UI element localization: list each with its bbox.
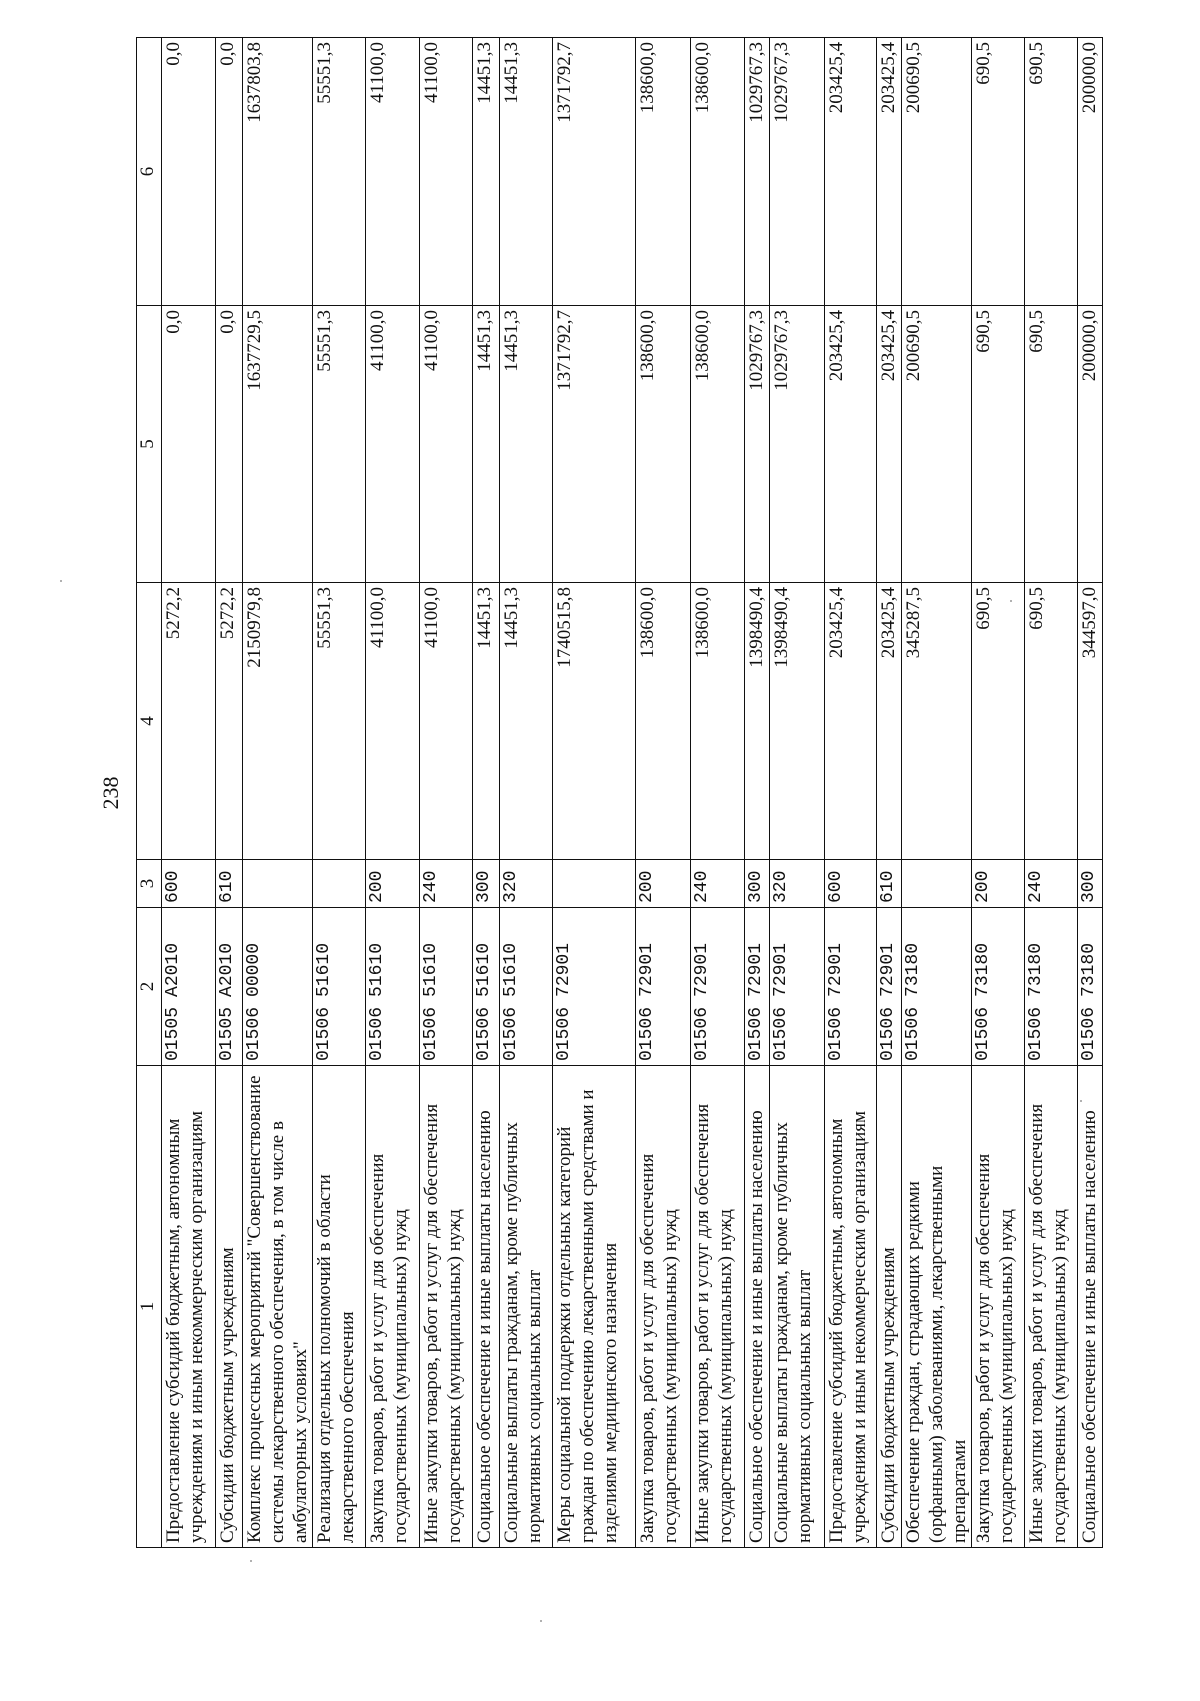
column-header: 1 — [137, 1066, 162, 1548]
amount-col4: 2150979,8 — [243, 583, 313, 860]
amount-col6: 14451,3 — [473, 38, 500, 306]
scan-speck — [60, 580, 62, 582]
section-number: 01506 — [973, 1006, 993, 1061]
expense-type: 200 — [972, 860, 1025, 908]
section-code — [500, 908, 553, 1066]
amount-col4: 5272,2 — [162, 583, 216, 860]
section-number: 01506 — [421, 1006, 441, 1061]
target-code: 72901 — [826, 942, 846, 997]
target-code: 72901 — [637, 942, 657, 997]
table-row — [313, 38, 366, 1548]
row-name: Субсидии бюджетным учреждениям — [877, 1066, 902, 1548]
page-number: 238 — [98, 776, 123, 810]
amount-col4: 5272,2 — [216, 583, 243, 860]
amount-col6: 1637803,8 — [243, 38, 313, 306]
section-number: 01506 — [637, 1006, 657, 1061]
amount-col6: 41100,0 — [366, 38, 420, 306]
target-code: 73180 — [1026, 942, 1046, 997]
amount-col4: 690,5 — [972, 583, 1025, 860]
section-code — [420, 908, 473, 1066]
amount-col4: 138600,0 — [636, 583, 691, 860]
section-code — [366, 908, 420, 1066]
expense-type: 240 — [1025, 860, 1078, 908]
expense-type — [313, 860, 366, 908]
expense-type: 600 — [825, 860, 877, 908]
amount-col5: 690,5 — [1025, 306, 1078, 583]
section-number: 01506 — [1079, 1006, 1099, 1061]
expense-type: 200 — [366, 860, 420, 908]
amount-col6: 138600,0 — [691, 38, 745, 306]
row-name: Реализация отдельных полномочий в области лекарственного обеспечения — [313, 1066, 366, 1548]
amount-col5: 138600,0 — [691, 306, 745, 583]
amount-col6: 1029767,3 — [770, 38, 825, 306]
amount-col5: 1029767,3 — [770, 306, 825, 583]
column-header: 2 — [137, 908, 162, 1066]
section-number: 01505 — [163, 1006, 183, 1061]
expense-type — [243, 860, 313, 908]
table-row — [636, 38, 691, 1548]
target-code: 72901 — [771, 942, 791, 997]
row-name: Социальные выплаты гражданам, кроме публичных нормативных социальных выплат — [770, 1066, 825, 1548]
expense-type: 610 — [216, 860, 243, 908]
amount-col6: 203425,4 — [877, 38, 902, 306]
amount-col6: 0,0 — [162, 38, 216, 306]
section-code — [691, 908, 745, 1066]
section-number: 01506 — [746, 1006, 766, 1061]
section-code — [902, 908, 972, 1066]
amount-col4: 345287,5 — [902, 583, 972, 860]
section-code — [877, 908, 902, 1066]
row-name: Социальное обеспечение и иные выплаты населению — [1078, 1066, 1103, 1548]
amount-col5: 1371792,7 — [553, 306, 636, 583]
amount-col5: 41100,0 — [420, 306, 473, 583]
table-row — [691, 38, 745, 1548]
table-row — [420, 38, 473, 1548]
amount-col5: 200690,5 — [902, 306, 972, 583]
amount-col4: 14451,3 — [473, 583, 500, 860]
amount-col4: 1398490,4 — [770, 583, 825, 860]
target-code: A2010 — [163, 942, 183, 997]
row-name: Предоставление субсидий бюджетным, автономным учреждениям и иным некоммерческим организациям — [825, 1066, 877, 1548]
amount-col4: 14451,3 — [500, 583, 553, 860]
section-code — [162, 908, 216, 1066]
expense-type: 320 — [770, 860, 825, 908]
table-row — [216, 38, 243, 1548]
section-number: 01506 — [367, 1006, 387, 1061]
table-row — [366, 38, 420, 1548]
section-number: 01506 — [826, 1006, 846, 1061]
expense-type: 300 — [1078, 860, 1103, 908]
section-number: 01506 — [244, 1006, 264, 1061]
scan-speck — [540, 1620, 542, 1622]
target-code: 73180 — [973, 942, 993, 997]
amount-col6: 203425,4 — [825, 38, 877, 306]
amount-col5: 1637729,5 — [243, 306, 313, 583]
section-code — [216, 908, 243, 1066]
row-name: Предоставление субсидий бюджетным, автономным учреждениям и иным некоммерческим организациям — [162, 1066, 216, 1548]
row-name: Социальное обеспечение и иные выплаты населению — [473, 1066, 500, 1548]
amount-col5: 0,0 — [216, 306, 243, 583]
section-number: 01506 — [314, 1006, 334, 1061]
amount-col6: 1029767,3 — [745, 38, 770, 306]
expense-type — [902, 860, 972, 908]
section-code — [745, 908, 770, 1066]
table-row — [473, 38, 500, 1548]
column-header: 6 — [137, 38, 162, 306]
table-row — [1025, 38, 1078, 1548]
target-code: 72901 — [554, 942, 574, 997]
section-code — [972, 908, 1025, 1066]
section-code — [825, 908, 877, 1066]
scan-speck — [1080, 1100, 1082, 1102]
amount-col4: 690,5 — [1025, 583, 1078, 860]
section-code — [243, 908, 313, 1066]
row-name: Комплекс процессных мероприятий "Совершенствование системы лекарственного обеспечения, в том числе в амбулаторных условиях" — [243, 1066, 313, 1548]
section-code — [770, 908, 825, 1066]
table-row — [902, 38, 972, 1548]
section-number: 01506 — [1026, 1006, 1046, 1061]
amount-col6: 690,5 — [972, 38, 1025, 306]
table-row — [162, 38, 216, 1548]
row-name: Закупка товаров, работ и услуг для обеспечения государственных (муниципальных) нужд — [366, 1066, 420, 1548]
column-header: 4 — [137, 583, 162, 860]
expense-type: 600 — [162, 860, 216, 908]
table-row — [825, 38, 877, 1548]
target-code: 72901 — [746, 942, 766, 997]
expense-type — [553, 860, 636, 908]
target-code: 00000 — [244, 942, 264, 997]
amount-col4: 1740515,8 — [553, 583, 636, 860]
table-row — [770, 38, 825, 1548]
table-row — [243, 38, 313, 1548]
expense-type: 300 — [745, 860, 770, 908]
column-header: 5 — [137, 306, 162, 583]
amount-col5: 0,0 — [162, 306, 216, 583]
amount-col6: 14451,3 — [500, 38, 553, 306]
section-code — [553, 908, 636, 1066]
expense-type: 200 — [636, 860, 691, 908]
target-code: 73180 — [1079, 942, 1099, 997]
section-code — [1078, 908, 1103, 1066]
target-code: A2010 — [217, 942, 237, 997]
amount-col5: 41100,0 — [366, 306, 420, 583]
row-name: Обеспечение граждан, страдающих редкими (орфанными) заболеваниями, лекарственными препаратами — [902, 1066, 972, 1548]
expense-type: 240 — [691, 860, 745, 908]
amount-col4: 1398490,4 — [745, 583, 770, 860]
expense-type: 240 — [420, 860, 473, 908]
section-code — [1025, 908, 1078, 1066]
amount-col4: 41100,0 — [366, 583, 420, 860]
amount-col5: 14451,3 — [473, 306, 500, 583]
target-code: 72901 — [878, 942, 898, 997]
expense-type: 300 — [473, 860, 500, 908]
table-row — [500, 38, 553, 1548]
section-number: 01506 — [501, 1006, 521, 1061]
section-number: 01506 — [692, 1006, 712, 1061]
row-name: Иные закупки товаров, работ и услуг для обеспечения государственных (муниципальных) нужд — [420, 1066, 473, 1548]
amount-col4: 55551,3 — [313, 583, 366, 860]
amount-col4: 203425,4 — [877, 583, 902, 860]
section-number: 01506 — [771, 1006, 791, 1061]
amount-col5: 200000,0 — [1078, 306, 1103, 583]
amount-col5: 1029767,3 — [745, 306, 770, 583]
target-code: 51610 — [501, 942, 521, 997]
target-code: 72901 — [692, 942, 712, 997]
budget-table — [136, 37, 1103, 1548]
section-number: 01506 — [903, 1006, 923, 1061]
table-row — [877, 38, 902, 1548]
table-row — [745, 38, 770, 1548]
table-row — [972, 38, 1025, 1548]
amount-col5: 14451,3 — [500, 306, 553, 583]
amount-col6: 200690,5 — [902, 38, 972, 306]
row-name: Закупка товаров, работ и услуг для обеспечения государственных (муниципальных) нужд — [636, 1066, 691, 1548]
amount-col6: 55551,3 — [313, 38, 366, 306]
amount-col4: 203425,4 — [825, 583, 877, 860]
target-code: 73180 — [903, 942, 923, 997]
row-name: Закупка товаров, работ и услуг для обеспечения государственных (муниципальных) нужд — [972, 1066, 1025, 1548]
row-name: Социальное обеспечение и иные выплаты населению — [745, 1066, 770, 1548]
amount-col5: 203425,4 — [825, 306, 877, 583]
amount-col6: 41100,0 — [420, 38, 473, 306]
amount-col6: 200000,0 — [1078, 38, 1103, 306]
target-code: 51610 — [474, 942, 494, 997]
amount-col6: 138600,0 — [636, 38, 691, 306]
amount-col4: 344597,0 — [1078, 583, 1103, 860]
scan-speck — [250, 1560, 252, 1562]
target-code: 51610 — [421, 942, 441, 997]
row-name: Иные закупки товаров, работ и услуг для обеспечения государственных (муниципальных) нужд — [691, 1066, 745, 1548]
rotated-content — [96, 38, 1100, 1548]
column-header: 3 — [137, 860, 162, 908]
section-number: 01506 — [878, 1006, 898, 1061]
section-code — [636, 908, 691, 1066]
section-code — [473, 908, 500, 1066]
row-name: Социальные выплаты гражданам, кроме публичных нормативных социальных выплат — [500, 1066, 553, 1548]
row-name: Иные закупки товаров, работ и услуг для обеспечения государственных (муниципальных) нужд — [1025, 1066, 1078, 1548]
amount-col6: 690,5 — [1025, 38, 1078, 306]
amount-col5: 138600,0 — [636, 306, 691, 583]
expense-type: 320 — [500, 860, 553, 908]
row-name: Меры социальной поддержки отдельных категорий граждан по обеспечению лекарственными средствами и изделиями медицинского назначения — [553, 1066, 636, 1548]
row-name: Субсидии бюджетным учреждениям — [216, 1066, 243, 1548]
expense-type: 610 — [877, 860, 902, 908]
table-row — [1078, 38, 1103, 1548]
amount-col5: 55551,3 — [313, 306, 366, 583]
amount-col6: 0,0 — [216, 38, 243, 306]
scan-speck — [1010, 600, 1012, 602]
section-number: 01506 — [474, 1006, 494, 1061]
section-code — [313, 908, 366, 1066]
amount-col4: 41100,0 — [420, 583, 473, 860]
table-header-row — [137, 38, 162, 1548]
amount-col5: 690,5 — [972, 306, 1025, 583]
amount-col4: 138600,0 — [691, 583, 745, 860]
section-number: 01505 — [217, 1006, 237, 1061]
target-code: 51610 — [314, 942, 334, 997]
section-number: 01506 — [554, 1006, 574, 1061]
target-code: 51610 — [367, 942, 387, 997]
amount-col6: 1371792,7 — [553, 38, 636, 306]
table-row — [553, 38, 636, 1548]
amount-col5: 203425,4 — [877, 306, 902, 583]
